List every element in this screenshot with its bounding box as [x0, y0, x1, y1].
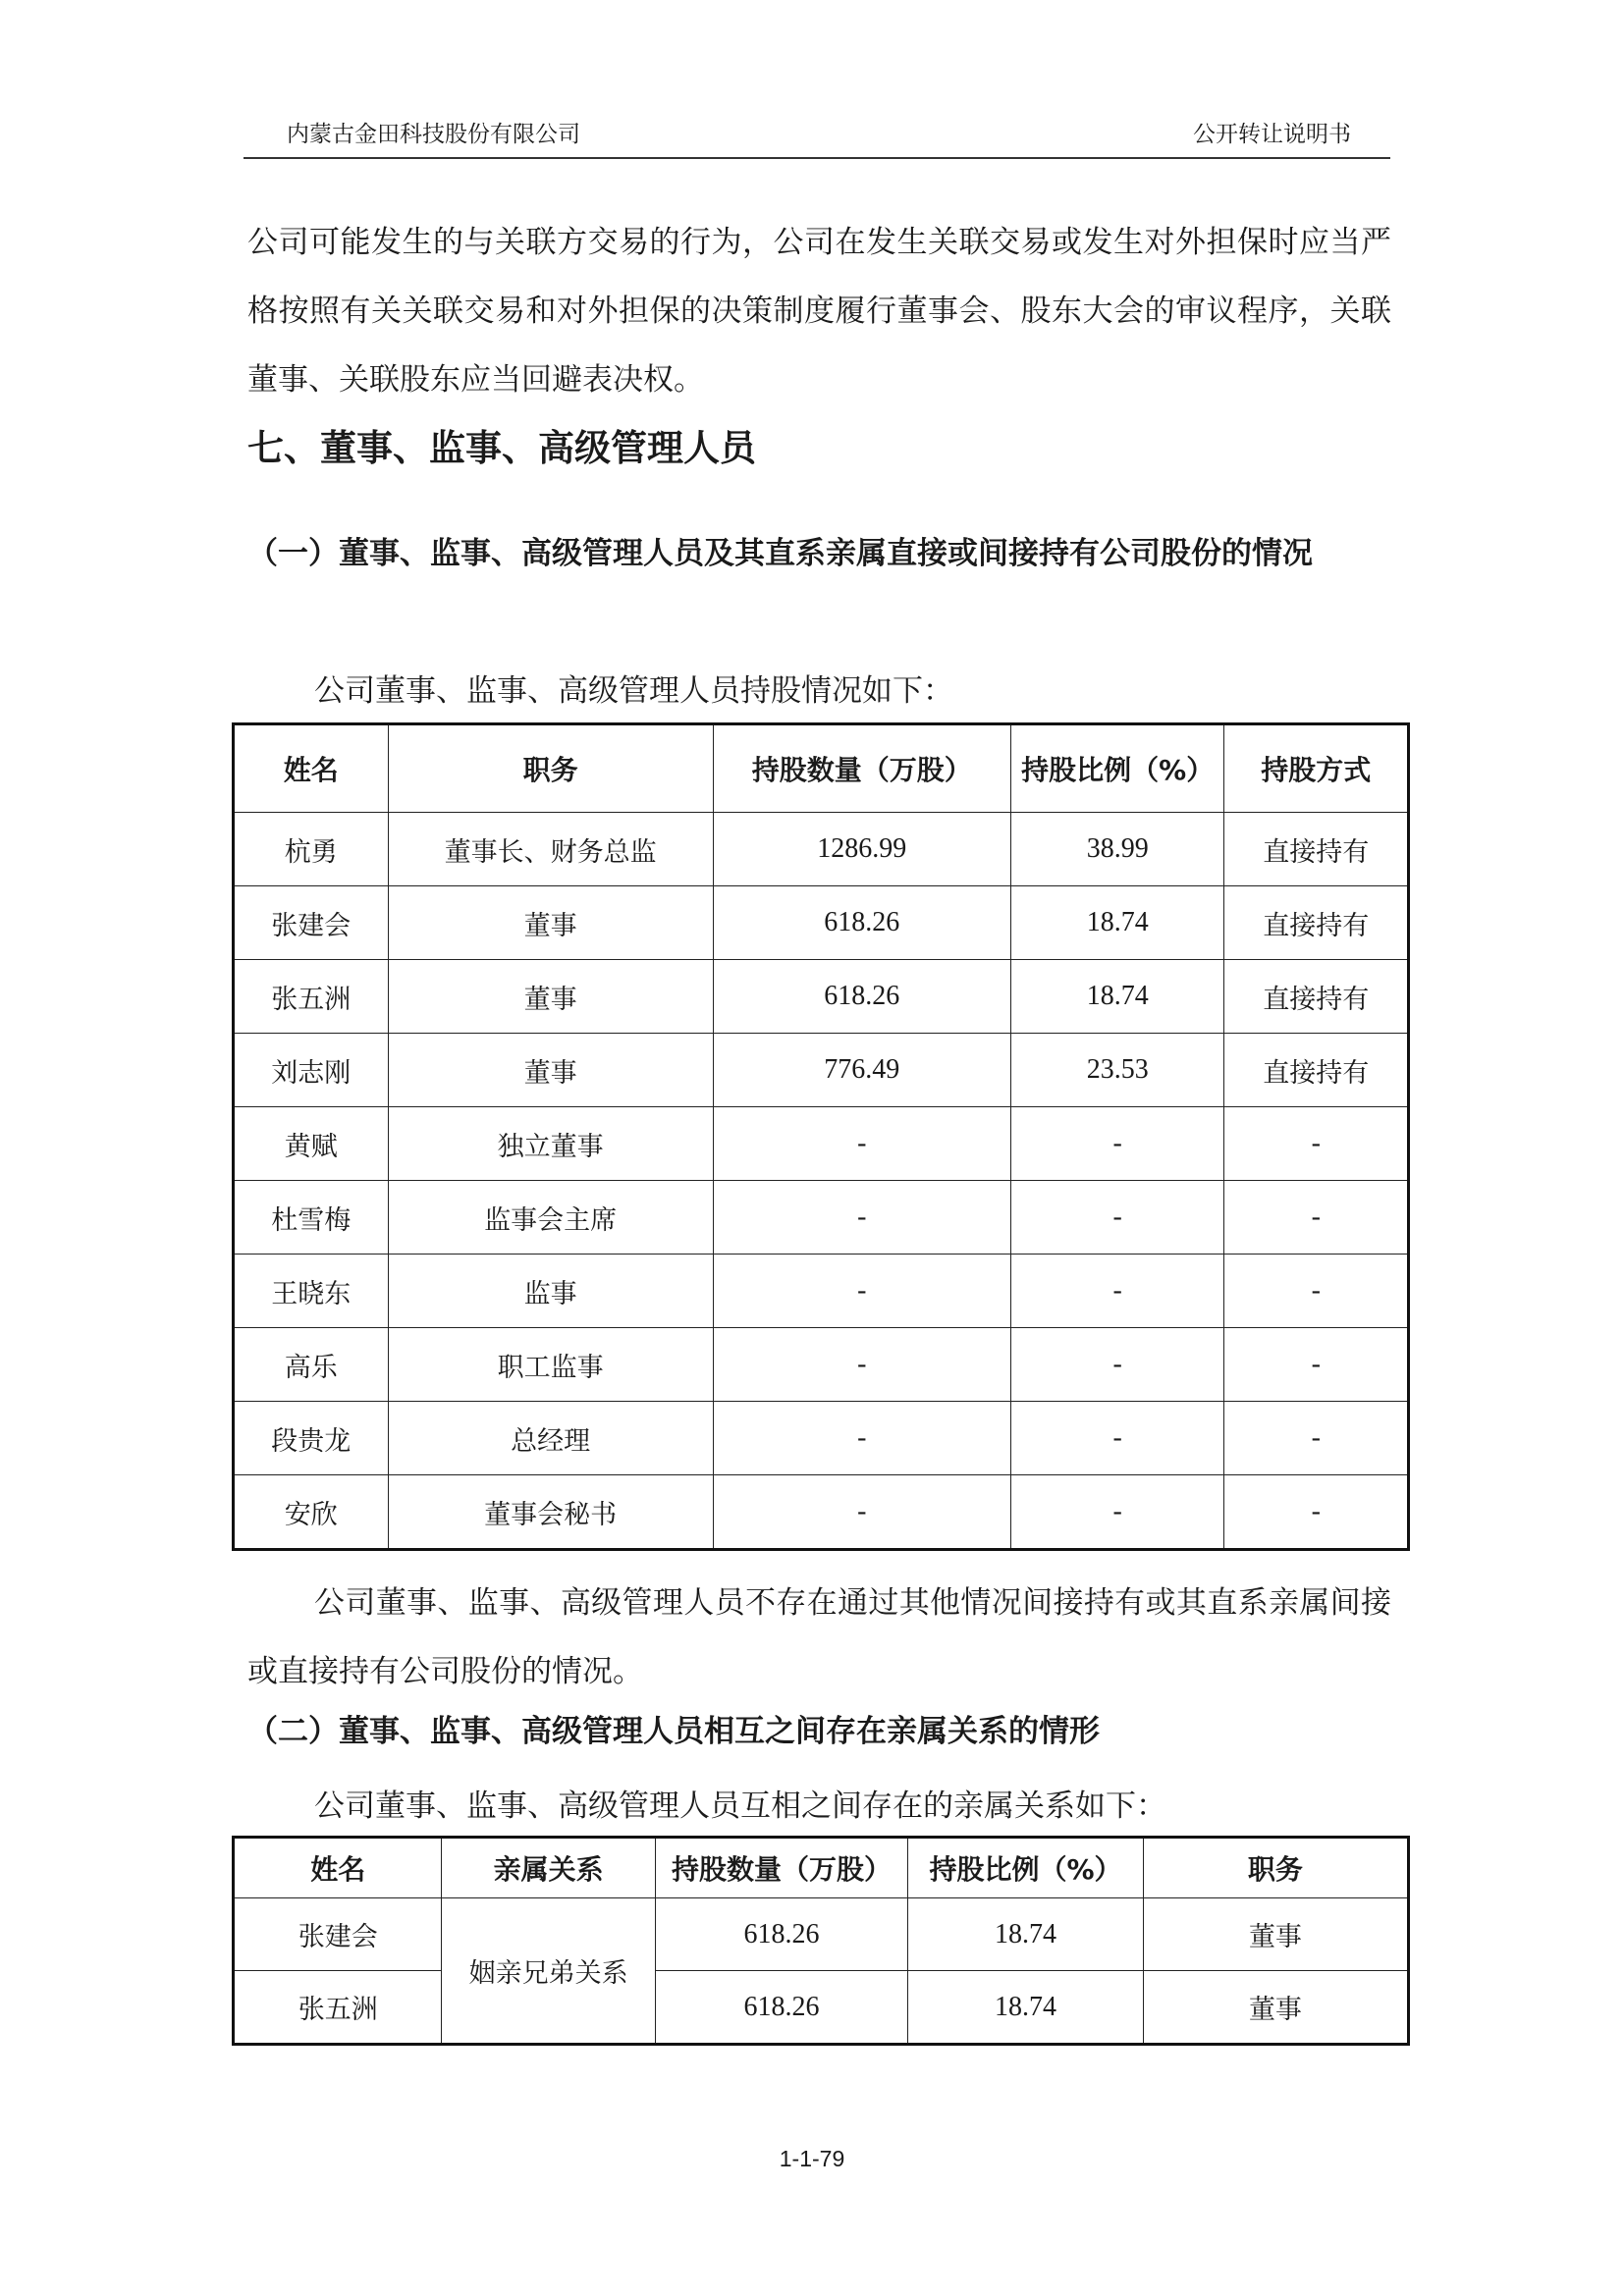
ratio-cell: - [1010, 1255, 1224, 1328]
position-cell: 董事长、财务总监 [388, 813, 713, 886]
ratio-cell: 18.74 [1010, 886, 1224, 960]
ratio-cell: 18.74 [908, 1898, 1144, 1971]
shares-cell: - [713, 1181, 1010, 1255]
header-cell: 持股比例（%） [908, 1838, 1144, 1898]
position-cell: 监事 [388, 1255, 713, 1328]
method-cell: - [1224, 1181, 1409, 1255]
shares-cell: - [713, 1107, 1010, 1181]
after-table1-paragraph: 公司董事、监事、高级管理人员不存在通过其他情况间接持有或其直系亲属间接或直接持有公司股份的情况。 [247, 1585, 1391, 1689]
page-header [244, 110, 1390, 159]
table-row [234, 1475, 1409, 1550]
shareholding-table [232, 722, 1410, 1551]
name-cell: 王晓东 [234, 1255, 389, 1328]
page-number: 1-1-79 [779, 2146, 845, 2171]
name-cell: 张建会 [234, 1898, 442, 1971]
table-row [234, 1971, 1409, 2045]
table-row [234, 886, 1409, 960]
shares-cell: 776.49 [713, 1034, 1010, 1107]
ratio-cell: 18.74 [908, 1971, 1144, 2045]
relation-cell: 姻亲兄弟关系 [442, 1898, 655, 2045]
header-cell: 亲属关系 [442, 1838, 655, 1898]
header-cell: 持股数量（万股） [713, 724, 1010, 813]
table-row [234, 1181, 1409, 1255]
header-cell: 持股数量（万股） [655, 1838, 907, 1898]
position-cell: 职工监事 [388, 1328, 713, 1402]
position-cell: 董事 [388, 1034, 713, 1107]
method-cell: - [1224, 1107, 1409, 1181]
method-cell: - [1224, 1402, 1409, 1475]
table-row [234, 1107, 1409, 1181]
name-cell: 杜雪梅 [234, 1181, 389, 1255]
document-type: 公开转让说明书 [1193, 122, 1351, 147]
ratio-cell: - [1010, 1402, 1224, 1475]
header-cell: 持股方式 [1224, 724, 1409, 813]
position-cell: 董事 [388, 886, 713, 960]
method-cell: - [1224, 1475, 1409, 1550]
name-cell: 张五洲 [234, 960, 389, 1034]
table-row [234, 1328, 1409, 1402]
table1-intro: 公司董事、监事、高级管理人员持股情况如下： [314, 673, 953, 709]
position-cell: 总经理 [388, 1402, 713, 1475]
position-cell: 董事 [1143, 1971, 1408, 2045]
name-cell: 安欣 [234, 1475, 389, 1550]
shares-cell: - [713, 1475, 1010, 1550]
company-name: 内蒙古金田科技股份有限公司 [287, 122, 580, 147]
ratio-cell: - [1010, 1181, 1224, 1255]
position-cell: 董事会秘书 [388, 1475, 713, 1550]
shares-cell: 618.26 [713, 960, 1010, 1034]
subsection-2-title: （二）董事、监事、高级管理人员相互之间存在亲属关系的情形 [247, 1714, 1100, 1749]
header-cell: 持股比例（%） [1010, 724, 1224, 813]
ratio-cell: - [1010, 1475, 1224, 1550]
shares-cell: - [713, 1328, 1010, 1402]
table-row [234, 1402, 1409, 1475]
name-cell: 刘志刚 [234, 1034, 389, 1107]
header-cell: 职务 [388, 724, 713, 813]
position-cell: 独立董事 [388, 1107, 713, 1181]
method-cell: - [1224, 1328, 1409, 1402]
name-cell: 高乐 [234, 1328, 389, 1402]
shares-cell: - [713, 1255, 1010, 1328]
related-party-paragraph: 公司可能发生的与关联方交易的行为，公司在发生关联交易或发生对外担保时应当严格按照有关关联交易和对外担保的决策制度履行董事会、股东大会的审议程序，关联董事、关联股东应当回避表决权。 [247, 225, 1391, 398]
position-cell: 监事会主席 [388, 1181, 713, 1255]
ratio-cell: 18.74 [1010, 960, 1224, 1034]
table-header-row [234, 724, 1409, 813]
shares-cell: 1286.99 [713, 813, 1010, 886]
subsection-1-title: （一）董事、监事、高级管理人员及其直系亲属直接或间接持有公司股份的情况 [247, 536, 1313, 571]
name-cell: 张五洲 [234, 1971, 442, 2045]
shares-cell: 618.26 [655, 1971, 907, 2045]
method-cell: 直接持有 [1224, 813, 1409, 886]
ratio-cell: 23.53 [1010, 1034, 1224, 1107]
method-cell: - [1224, 1255, 1409, 1328]
ratio-cell: 38.99 [1010, 813, 1224, 886]
table2-intro: 公司董事、监事、高级管理人员互相之间存在的亲属关系如下： [314, 1789, 1166, 1824]
name-cell: 张建会 [234, 886, 389, 960]
table-row [234, 960, 1409, 1034]
section-title: 七、董事、监事、高级管理人员 [247, 427, 756, 469]
method-cell: 直接持有 [1224, 960, 1409, 1034]
position-cell: 董事 [388, 960, 713, 1034]
table-row [234, 1255, 1409, 1328]
ratio-cell: - [1010, 1328, 1224, 1402]
ratio-cell: - [1010, 1107, 1224, 1181]
table-row [234, 813, 1409, 886]
table-row [234, 1898, 1409, 1971]
shares-cell: 618.26 [713, 886, 1010, 960]
header-cell: 姓名 [234, 1838, 442, 1898]
name-cell: 段贵龙 [234, 1402, 389, 1475]
name-cell: 黄赋 [234, 1107, 389, 1181]
shares-cell: 618.26 [655, 1898, 907, 1971]
table-header-row [234, 1838, 1409, 1898]
header-cell: 职务 [1143, 1838, 1408, 1898]
method-cell: 直接持有 [1224, 1034, 1409, 1107]
name-cell: 杭勇 [234, 813, 389, 886]
relationship-table [232, 1836, 1410, 2046]
header-cell: 姓名 [234, 724, 389, 813]
table-row [234, 1034, 1409, 1107]
method-cell: 直接持有 [1224, 886, 1409, 960]
position-cell: 董事 [1143, 1898, 1408, 1971]
shares-cell: - [713, 1402, 1010, 1475]
